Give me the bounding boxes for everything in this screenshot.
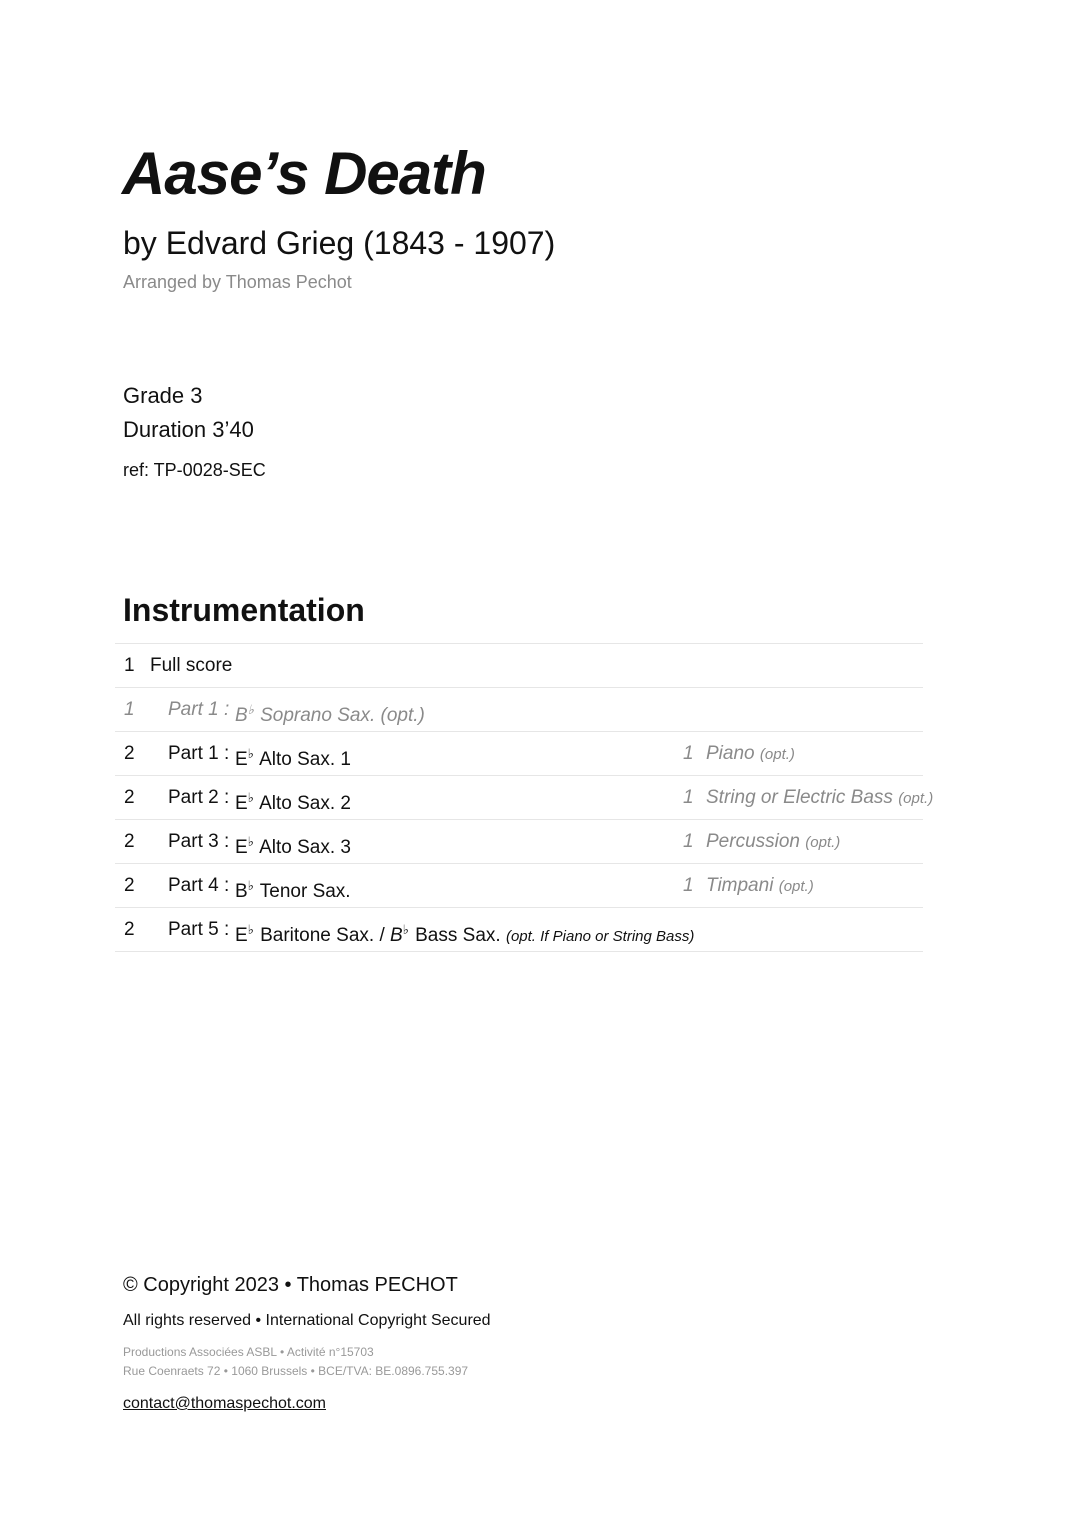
part-number: Part 1 : bbox=[168, 743, 230, 764]
organization-line: Productions Associées ASBL • Activité n°15703 bbox=[123, 1345, 374, 1359]
row-quantity: 2 bbox=[124, 743, 135, 764]
row-quantity: 1 bbox=[124, 699, 135, 720]
row-label: Full score bbox=[150, 655, 233, 676]
instrument-key: E bbox=[235, 925, 248, 946]
copyright-line: © Copyright 2023 • Thomas PECHOT bbox=[123, 1274, 458, 1296]
part-row bbox=[115, 863, 923, 907]
instrument-name bbox=[235, 732, 351, 781]
full-score-row bbox=[115, 643, 923, 687]
secondary-instrument bbox=[706, 820, 840, 864]
grade-text: Grade 3 bbox=[123, 383, 203, 408]
secondary-instrument-label: Piano bbox=[706, 743, 755, 764]
part-row bbox=[115, 687, 923, 731]
contact-email-link[interactable]: contact@thomaspechot.com bbox=[123, 1395, 327, 1412]
row-quantity: 2 bbox=[124, 831, 135, 852]
row-quantity: 2 bbox=[124, 919, 135, 940]
part-row bbox=[115, 731, 923, 775]
flat-sign: ♭ bbox=[247, 834, 254, 849]
instrument-name bbox=[235, 864, 351, 913]
optional-note: (opt.) bbox=[759, 746, 795, 763]
instrument-name bbox=[235, 688, 425, 737]
alt-instrument-label: Bass Sax. bbox=[415, 925, 501, 946]
optional-note: (opt.) bbox=[778, 878, 814, 895]
instrumentation-table bbox=[115, 643, 934, 952]
row-quantity: 1 bbox=[124, 655, 135, 676]
instrument-label: Alto Sax. 3 bbox=[259, 837, 351, 858]
address-line: Rue Coenraets 72 • 1060 Brussels • BCE/TVA: BE.0896.755.397 bbox=[123, 1364, 469, 1378]
flat-sign: ♭ bbox=[402, 922, 409, 937]
secondary-instrument bbox=[706, 776, 933, 820]
instrumentation-heading: Instrumentation bbox=[123, 592, 365, 628]
flat-sign: ♭ bbox=[247, 790, 254, 805]
secondary-instrument-label: Timpani bbox=[706, 875, 774, 896]
arranger-line: Arranged by Thomas Pechot bbox=[123, 272, 352, 292]
part-number: Part 2 : bbox=[168, 787, 230, 808]
instrument-key: E bbox=[235, 837, 248, 858]
composer-line: by Edvard Grieg (1843 - 1907) bbox=[123, 225, 556, 261]
flat-sign: ♭ bbox=[247, 746, 254, 761]
instrument-name bbox=[235, 908, 694, 958]
rights-line: All rights reserved • International Copyright Secured bbox=[123, 1312, 491, 1329]
row-quantity: 2 bbox=[124, 787, 135, 808]
part-number: Part 1 : bbox=[168, 699, 230, 720]
duration-text: Duration 3’40 bbox=[123, 417, 254, 442]
optional-note: (opt.) bbox=[898, 790, 934, 807]
instrument-key: B bbox=[235, 705, 248, 726]
part-number: Part 3 : bbox=[168, 831, 230, 852]
part-row bbox=[115, 775, 934, 819]
secondary-instrument bbox=[706, 864, 814, 908]
part-row bbox=[115, 907, 923, 952]
row-quantity: 2 bbox=[124, 875, 135, 896]
secondary-quantity: 1 bbox=[683, 831, 694, 852]
instrument-label: Alto Sax. 1 bbox=[259, 749, 351, 770]
flat-sign: ♭ bbox=[247, 702, 254, 717]
secondary-instrument-label: String or Electric Bass bbox=[706, 787, 893, 808]
instrument-label: Alto Sax. 2 bbox=[259, 793, 351, 814]
secondary-instrument-label: Percussion bbox=[706, 831, 800, 852]
optional-note: (opt. If Piano or String Bass) bbox=[505, 928, 695, 945]
secondary-quantity: 1 bbox=[683, 875, 694, 896]
part-row bbox=[115, 819, 923, 863]
secondary-quantity: 1 bbox=[683, 787, 694, 808]
optional-note: (opt.) bbox=[805, 834, 841, 851]
instrument-key: B bbox=[235, 881, 248, 902]
secondary-quantity: 1 bbox=[683, 743, 694, 764]
flat-sign: ♭ bbox=[247, 922, 254, 937]
instrument-label: Baritone Sax. / bbox=[260, 925, 391, 946]
instrument-key: E bbox=[235, 749, 248, 770]
secondary-instrument bbox=[706, 732, 795, 776]
part-number: Part 5 : bbox=[168, 919, 230, 940]
instrument-name bbox=[235, 776, 351, 825]
instrument-name bbox=[235, 820, 351, 869]
part-number: Part 4 : bbox=[168, 875, 230, 896]
piece-title: Aase’s Death bbox=[122, 140, 486, 207]
alt-instrument-key: B bbox=[390, 925, 403, 946]
instrument-key: E bbox=[235, 793, 248, 814]
instrument-label: Soprano Sax. (opt.) bbox=[260, 705, 425, 726]
instrument-label: Tenor Sax. bbox=[259, 881, 351, 902]
flat-sign: ♭ bbox=[247, 878, 254, 893]
reference-code: ref: TP-0028-SEC bbox=[123, 460, 266, 480]
